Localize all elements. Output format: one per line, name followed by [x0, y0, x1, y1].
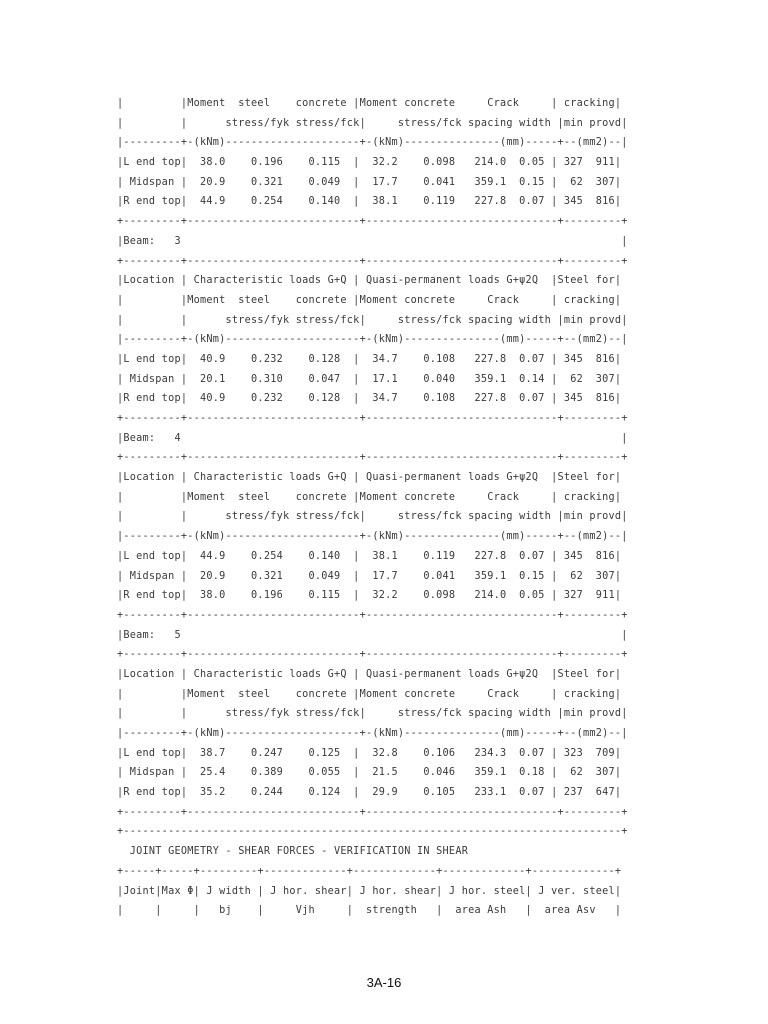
- listing-line: |L end top| 38.0 0.196 0.115 | 32.2 0.098 214.0 0.05 | 327 911|: [117, 157, 622, 169]
- listing-line: |L end top| 40.9 0.232 0.128 | 34.7 0.108 227.8 0.07 | 345 816|: [117, 353, 622, 365]
- listing-line: | | stress/fyk stress/fck| stress/fck spacing width |min provd|: [117, 314, 628, 326]
- listing-line: |R end top| 35.2 0.244 0.124 | 29.9 0.105 233.1 0.07 | 237 647|: [117, 787, 622, 799]
- listing-line: | Midspan | 20.9 0.321 0.049 | 17.7 0.041 359.1 0.15 | 62 307|: [117, 176, 622, 188]
- listing-line: |Location | Characteristic loads G+Q | Quasi-permanent loads G+ψ2Q |Steel for|: [117, 472, 622, 484]
- listing-line: |R end top| 38.0 0.196 0.115 | 32.2 0.098 214.0 0.05 | 327 911|: [117, 590, 622, 602]
- listing-line: +------------------------------------------------------------------------------+: [117, 826, 628, 838]
- listing-line: |Beam: 4 |: [117, 432, 628, 444]
- listing-line: | |Moment steel concrete |Moment concrete Crack | cracking|: [117, 688, 622, 700]
- listing-line: |Location | Characteristic loads G+Q | Quasi-permanent loads G+ψ2Q |Steel for|: [117, 668, 622, 680]
- listing-line: |---------+-(kNm)---------------------+-(kNm)---------------(mm)-----+--(mm2)--|: [117, 531, 628, 543]
- listing-line: | |Moment steel concrete |Moment concrete Crack | cracking|: [117, 294, 622, 306]
- listing-line: | Midspan | 25.4 0.389 0.055 | 21.5 0.046 359.1 0.18 | 62 307|: [117, 767, 622, 779]
- listing-line: | | stress/fyk stress/fck| stress/fck spacing width |min provd|: [117, 708, 628, 720]
- listing-line: |---------+-(kNm)---------------------+-(kNm)---------------(mm)-----+--(mm2)--|: [117, 728, 628, 739]
- listing-line: +-----+-----+---------+-------------+-------------+-------------+-------------+: [117, 865, 622, 877]
- page-number: 3A-16: [366, 975, 402, 990]
- listing-line: |Beam: 5 |: [117, 629, 628, 641]
- listing-line: +---------+---------------------------+------------------------------+---------+: [117, 255, 628, 267]
- listing-line: | Midspan | 20.9 0.321 0.049 | 17.7 0.041 359.1 0.15 | 62 307|: [117, 570, 622, 582]
- listing-line: +---------+---------------------------+------------------------------+---------+: [117, 806, 628, 818]
- listing-line: | Midspan | 20.1 0.310 0.047 | 17.1 0.040 359.1 0.14 | 62 307|: [117, 373, 622, 385]
- listing-line: |Joint|Max Φ| J width | J hor. shear| J hor. shear| J hor. steel| J ver. steel|: [117, 885, 622, 897]
- listing-line: +---------+---------------------------+------------------------------+---------+: [117, 452, 628, 464]
- listing-line: +---------+---------------------------+------------------------------+---------+: [117, 649, 628, 661]
- listing-line: | |Moment steel concrete |Moment concrete Crack | cracking|: [117, 491, 622, 503]
- listing-line: |R end top| 44.9 0.254 0.140 | 38.1 0.119 227.8 0.07 | 345 816|: [117, 196, 622, 208]
- listing-line: | | stress/fyk stress/fck| stress/fck spacing width |min provd|: [117, 511, 628, 523]
- section-heading: JOINT GEOMETRY - SHEAR FORCES - VERIFICATION IN SHEAR: [117, 846, 469, 858]
- listing-line: |Location | Characteristic loads G+Q | Quasi-permanent loads G+ψ2Q |Steel for|: [117, 275, 622, 287]
- listing-line: | |Moment steel concrete |Moment concrete Crack | cracking|: [117, 98, 622, 109]
- listing-line: |---------+-(kNm)---------------------+-(kNm)---------------(mm)-----+--(mm2)--|: [117, 137, 628, 149]
- listing-line: |L end top| 38.7 0.247 0.125 | 32.8 0.106 234.3 0.07 | 323 709|: [117, 747, 622, 759]
- listing-line: |---------+-(kNm)---------------------+-(kNm)---------------(mm)-----+--(mm2)--|: [117, 334, 628, 346]
- listing-line: |Beam: 3 |: [117, 235, 628, 247]
- listing-line: |L end top| 44.9 0.254 0.140 | 38.1 0.119 227.8 0.07 | 345 816|: [117, 550, 622, 562]
- listing-line: | | | bj | Vjh | strength | area Ash | area Asv |: [117, 905, 622, 917]
- program-output-listing: [117, 94, 677, 921]
- listing-line: +---------+---------------------------+------------------------------+---------+: [117, 413, 628, 424]
- listing-line: +---------+---------------------------+------------------------------+---------+: [117, 216, 628, 228]
- listing-line: +---------+---------------------------+------------------------------+---------+: [117, 609, 628, 621]
- listing-line: | | stress/fyk stress/fck| stress/fck spacing width |min provd|: [117, 117, 628, 129]
- listing-line: |R end top| 40.9 0.232 0.128 | 34.7 0.108 227.8 0.07 | 345 816|: [117, 393, 622, 405]
